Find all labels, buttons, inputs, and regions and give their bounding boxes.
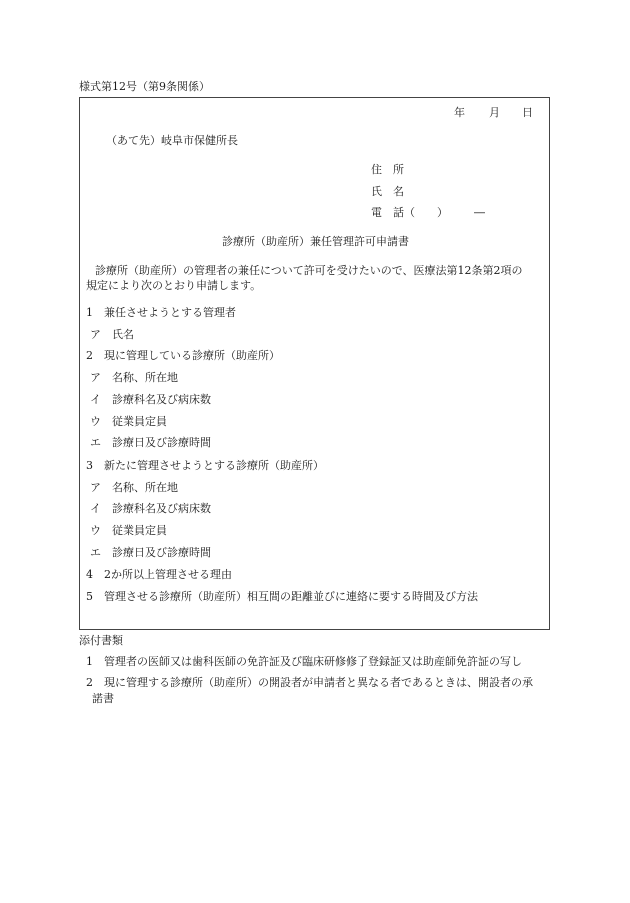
- item-1-sub-a: ア 氏名: [90, 328, 134, 341]
- attachments-heading: 添付書類: [79, 634, 123, 647]
- item-3-sub-a: ア 名称、所在地: [90, 481, 178, 494]
- item-3-sub-i: イ 診療科名及び病床数: [90, 502, 211, 515]
- name-label: 氏 名: [371, 185, 404, 198]
- date-month: 月: [489, 106, 500, 119]
- item-2-heading: 2 現に管理している診療所（助産所）: [86, 349, 280, 362]
- attachment-1: 1 管理者の医師又は歯科医師の免許証及び臨床研修修了登録証又は助産師免許証の写し: [86, 655, 522, 668]
- item-4-heading: 4 2か所以上管理させる理由: [86, 568, 232, 581]
- document-title: 診療所（助産所）兼任管理許可申請書: [222, 235, 409, 248]
- attachment-2-cont: 諾書: [92, 692, 114, 705]
- item-3-sub-u: ウ 従業員定員: [90, 524, 167, 537]
- date-year: 年: [454, 106, 465, 119]
- intro-line-1: 診療所（助産所）の管理者の兼任について許可を受けたいので、医療法第12条第2項の: [95, 264, 523, 277]
- item-2-sub-i: イ 診療科名及び病床数: [90, 393, 211, 406]
- form-number: 様式第12号（第9条関係）: [79, 80, 210, 93]
- phone-dash: ―: [474, 206, 485, 219]
- item-5-heading: 5 管理させる診療所（助産所）相互間の距離並びに連絡に要する時間及び方法: [86, 590, 478, 603]
- item-3-sub-e: エ 診療日及び診療時間: [90, 546, 211, 559]
- intro-line-2: 規定により次のとおり申請します。: [86, 279, 262, 292]
- attachment-2: 2 現に管理する診療所（助産所）の開設者が申請者と異なる者であるときは、開設者の承: [86, 676, 533, 689]
- item-1-heading: 1 兼任させようとする管理者: [86, 306, 236, 319]
- item-2-sub-a: ア 名称、所在地: [90, 371, 178, 384]
- date-day: 日: [522, 106, 533, 119]
- addressee: （あて先）岐阜市保健所長: [106, 134, 238, 147]
- item-2-sub-e: エ 診療日及び診療時間: [90, 436, 211, 449]
- address-label: 住 所: [371, 163, 404, 176]
- item-3-heading: 3 新たに管理させようとする診療所（助産所）: [86, 459, 324, 472]
- phone-label: 電 話（ ）: [371, 206, 448, 219]
- item-2-sub-u: ウ 従業員定員: [90, 415, 167, 428]
